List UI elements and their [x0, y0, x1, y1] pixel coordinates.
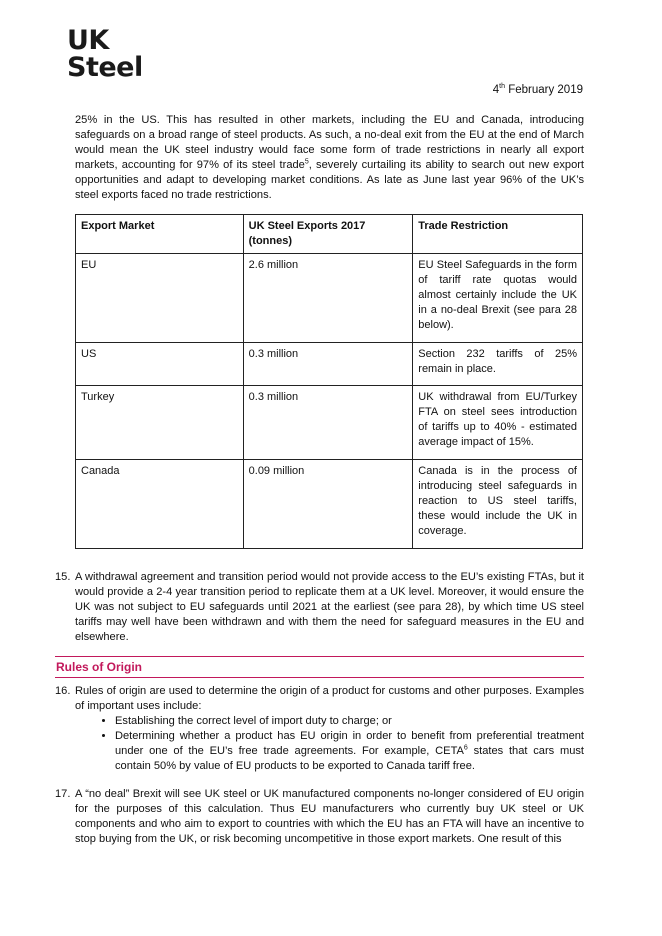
table-row	[76, 254, 583, 343]
para-17-text: A “no deal” Brexit will see UK steel or UK manufactured components no-longer considered of EU origin for the purposes of this calculation. Thus EU manufacturers who currently buy UK steel or UK components and who aim to export to countries with which the EU has an FTA will have an incentive to stop buying from the UK, or risk becoming uncompetitive in those export markets. One result of this	[75, 788, 584, 845]
uk-steel-logo	[67, 27, 145, 83]
cell-market: US	[76, 343, 244, 386]
bullet-2-text-a: Determining whether a product has EU origin in order to benefit from preferential treatment under one of the EU’s free trade agreements. For example, CETA	[115, 730, 584, 757]
bullet-2-text-b: states that cars must contain 50% by value of EU products to be exported to Canada tariff free.	[115, 745, 584, 772]
intro-text-a: 25% in the US. This has resulted in other markets, including the EU and Canada, introducing safeguards on a broad range of steel products. As such, a no-deal exit from the EU at the end of March would mean the UK steel industry would face some form of trade restrictions in nearly all export markets, accounting for 97% of its steel trade	[75, 114, 584, 171]
export-markets-table	[75, 214, 583, 549]
date-rest: February 2019	[505, 84, 583, 96]
list-item	[115, 714, 584, 729]
cell-restriction: Section 232 tariffs of 25% remain in place.	[413, 343, 583, 386]
paragraph-16	[75, 684, 584, 774]
section-heading-bar	[55, 656, 584, 678]
footnote-6: 6	[463, 744, 468, 752]
header-uk-exports: UK Steel Exports 2017 (tonnes)	[243, 215, 413, 254]
table-row	[76, 343, 583, 386]
uses-list	[75, 714, 584, 774]
document-date	[493, 84, 583, 96]
cell-exports: 0.09 million	[243, 460, 413, 549]
cell-market: EU	[76, 254, 244, 343]
logo-line-1: UK	[67, 25, 109, 56]
para-16-text: Rules of origin are used to determine the origin of a product for customs and other purposes. Examples of important uses include:	[75, 685, 584, 712]
cell-restriction: UK withdrawal from EU/Turkey FTA on steel sees introduction of tariffs up to 40% - estimated average impact of 15%.	[413, 386, 583, 460]
list-item	[115, 729, 584, 774]
bullet-1-text: Establishing the correct level of import duty to charge; or	[115, 715, 392, 727]
paragraph-17	[75, 787, 584, 847]
section-heading: Rules of Origin	[56, 660, 143, 674]
para-16-number: 16.	[55, 685, 71, 697]
cell-exports: 2.6 million	[243, 254, 413, 343]
date-suffix: th	[499, 83, 505, 91]
para-15-number: 15.	[55, 571, 71, 583]
intro-paragraph	[75, 113, 584, 203]
table-row	[76, 460, 583, 549]
footnote-5: 5	[304, 158, 309, 166]
table-row	[76, 386, 583, 460]
cell-restriction: Canada is in the process of introducing steel safeguards in reaction to US steel tariffs, these would include the UK in coverage.	[413, 460, 583, 549]
paragraph-15	[75, 570, 584, 645]
cell-exports: 0.3 million	[243, 386, 413, 460]
cell-restriction: EU Steel Safeguards in the form of tariff rate quotas would almost certainly include the UK in a no-deal Brexit (see para 28 below).	[413, 254, 583, 343]
date-day: 4	[492, 84, 500, 96]
cell-market: Canada	[76, 460, 244, 549]
para-15-text: A withdrawal agreement and transition period would not provide access to the EU’s existing FTAs, but it would provide a 2-4 year transition period to replicate them at a UK level. Moreover, it would ensure the UK was not subject to EU safeguards until 2021 at the earliest (see para 28), by which time US steel tariffs may well have been withdrawn and with them the need for safeguard measures in the EU and elsewhere.	[75, 571, 584, 643]
para-17-number: 17.	[55, 788, 71, 800]
cell-exports: 0.3 million	[243, 343, 413, 386]
header-export-market: Export Market	[76, 215, 244, 254]
table-header-row	[76, 215, 583, 254]
header-trade-restriction: Trade Restriction	[413, 215, 583, 254]
cell-market: Turkey	[76, 386, 244, 460]
logo-line-2: Steel	[67, 52, 143, 83]
export-table-wrapper	[75, 214, 584, 549]
intro-text-b: , severely curtailing its ability to search out new export opportunities and adapt to developing market conditions. As late as June last year 96% of the UK’s steel exports faced no trade restrictions.	[75, 159, 585, 201]
